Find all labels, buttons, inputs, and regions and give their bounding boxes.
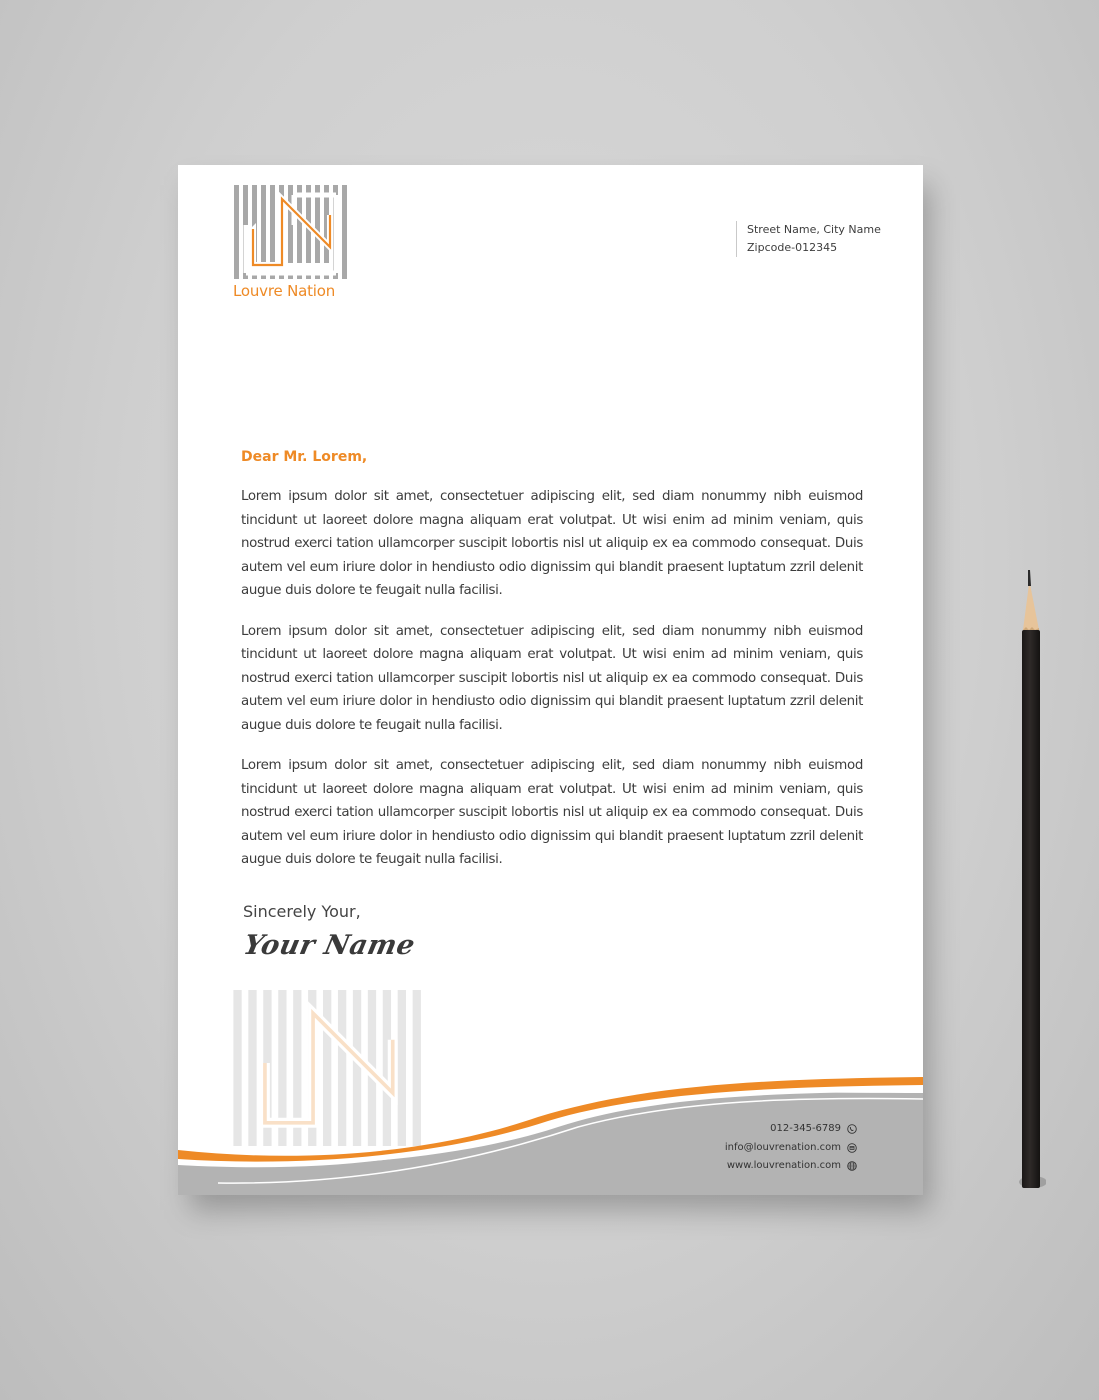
salutation: Dear Mr. Lorem, [241, 449, 368, 465]
paragraph: Lorem ipsum dolor sit amet, consectetuer adipiscing elit, sed diam nonummy nibh euismod tincidunt ut laoreet dolore magna aliquam erat volutpat. Ut wisi enim ad minim veniam, quis nostrud exerci tation ullamcorper suscipit lobortis nisl ut aliquip ex ea commodo consequat. Duis autem vel eum iriure dolor in hendiusto odio dignissim qui blandit praesent luptatum zzril delenit augue duis dolore te feugait nulla facilisi. [241, 489, 863, 598]
footer-contact [725, 1120, 857, 1176]
paragraph: Lorem ipsum dolor sit amet, consectetuer adipiscing elit, sed diam nonummy nibh euismod tincidunt ut laoreet dolore magna aliquam erat volutpat. Ut wisi enim ad minim veniam, quis nostrud exerci tation ullamcorper suscipit lobortis nisl ut aliquip ex ea commodo consequat. Duis autem vel eum iriure dolor in hendiusto odio dignissim qui blandit praesent luptatum zzril delenit augue duis dolore te feugait nulla facilisi. [241, 758, 863, 867]
address-block [736, 221, 881, 257]
contact-email [725, 1139, 857, 1158]
contact-website [725, 1157, 857, 1176]
address-line-2: Zipcode-012345 [747, 241, 838, 254]
website-url[interactable]: www.louvrenation.com [726, 1160, 841, 1171]
address-line-1: Street Name, City Name [747, 223, 881, 236]
closing: Sincerely Your, [243, 902, 361, 921]
brand-name: Louvre Nation [233, 282, 336, 300]
letter-body [241, 485, 863, 889]
contact-phone [725, 1120, 857, 1139]
louvre-logo-icon [234, 185, 348, 279]
globe-icon [847, 1161, 857, 1171]
email-address[interactable]: info@louvrenation.com [724, 1141, 841, 1153]
phone-number[interactable]: 012-345-6789 [770, 1123, 841, 1134]
signature: Your Name [240, 930, 418, 961]
paragraph: Lorem ipsum dolor sit amet, consectetuer adipiscing elit, sed diam nonummy nibh euismod tincidunt ut laoreet dolore magna aliquam erat volutpat. Ut wisi enim ad minim veniam, quis nostrud exerci tation ullamcorper suscipit lobortis nisl ut aliquip ex ea commodo consequat. Duis autem vel eum iriure dolor in hendiusto odio dignissim qui blandit praesent luptatum zzril delenit augue duis dolore te feugait nulla facilisi. [241, 623, 863, 733]
letterhead-page [178, 165, 923, 1195]
email-icon [847, 1143, 857, 1153]
pencil-prop [1016, 570, 1046, 1192]
phone-icon [847, 1124, 857, 1134]
